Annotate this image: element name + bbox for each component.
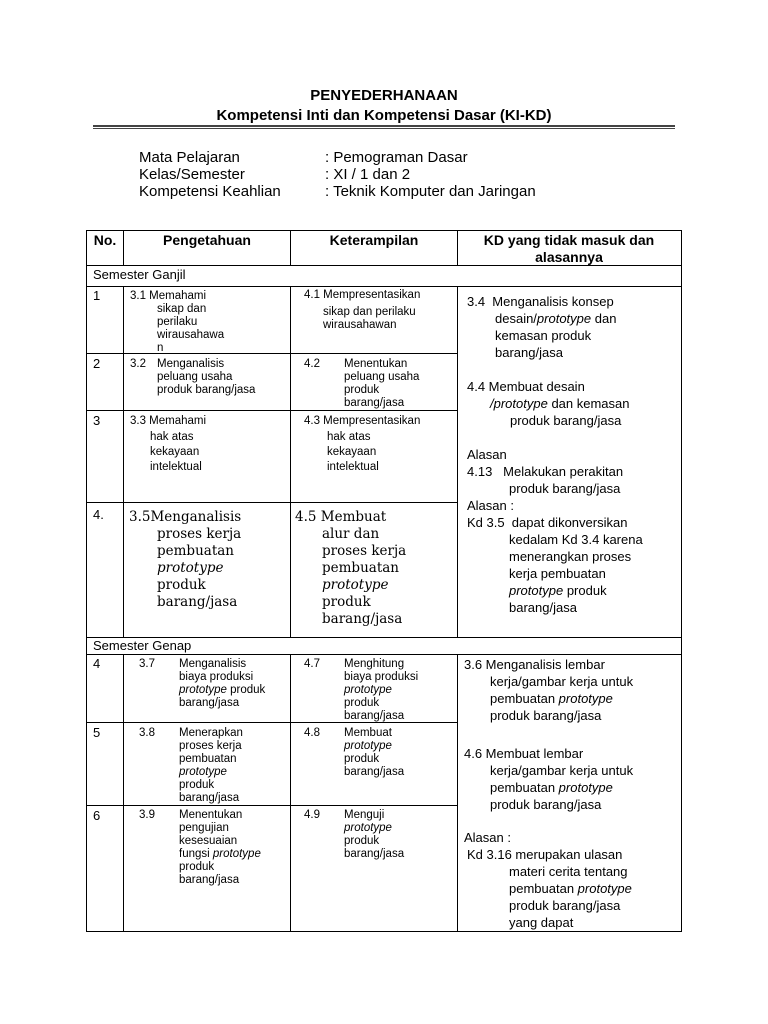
keahlian-label: Kompetensi Keahlian [139, 183, 281, 200]
ganjil-kd1-text: desain/prototype dan kemasan produk barang/jasa [495, 311, 617, 360]
row2-keterampilan-text: Menentukan peluang usaha produk barang/jasa [344, 358, 420, 409]
semester-ganjil-label: Semester Ganjil [93, 267, 186, 282]
row5-keterampilan-text: Menghitung biaya produksi prototype produk barang/jasa [344, 658, 419, 722]
genap-kd2-text: kerja/gambar kerja untuk pembuatan prototype produk barang/jasa [490, 763, 634, 812]
row-number: 5 [93, 725, 101, 740]
ganjil-alasan2-label: Alasan : [467, 498, 514, 513]
row1-keterampilan-num: 4.1 Mempresentasikan [304, 289, 421, 301]
document-subtitle: Kompetensi Inti dan Kompetensi Dasar (KI-KD) [216, 107, 552, 124]
row-number: 2 [93, 356, 101, 371]
row4-pengetahuan-text: proses kerja pembuatan prototype produk barang/jasa [157, 526, 242, 610]
keahlian-value: : Teknik Komputer dan Jaringan [325, 183, 536, 200]
genap-alasan-text: materi cerita tentang pembuatan prototype produk barang/jasa yang dapat [509, 864, 632, 930]
row2-pengetahuan-num: 3.2 [130, 358, 146, 370]
row3-pengetahuan-text: hak atas kekayaan intelektual [150, 431, 202, 473]
genap-kd2-num: 4.6 Membuat lembar [464, 746, 584, 761]
ganjil-alasan1-text: produk barang/jasa [509, 481, 621, 496]
ganjil-kd2-num: 4.4 Membuat desain [467, 379, 585, 394]
ganjil-alasan1-num: 4.13 Melakukan perakitan [467, 464, 624, 479]
header-kd: KD yang tidak masuk dan alasannya [483, 232, 655, 265]
document-title: PENYEDERHANAAN [310, 87, 458, 104]
row-number: 3 [93, 413, 101, 428]
row7-keterampilan-num: 4.9 [304, 809, 320, 821]
row7-pengetahuan-text: Menentukan pengujian kesesuaian fungsi prototype produk barang/jasa [179, 809, 261, 886]
genap-kd1-num: 3.6 Menganalisis lembar [464, 657, 605, 672]
row-number: 4 [93, 656, 101, 671]
header-no: No. [93, 232, 117, 248]
row3-keterampilan-num: 4.3 Mempresentasikan [304, 415, 421, 427]
row1-pengetahuan-num: 3.1 Memahami [130, 290, 207, 302]
row6-keterampilan-num: 4.8 [304, 727, 320, 739]
row6-pengetahuan-num: 3.8 [139, 727, 155, 739]
row-number: 1 [93, 288, 101, 303]
genap-alasan-label: Alasan : [464, 830, 511, 845]
row5-pengetahuan-text: Menganalisis biaya produksi prototype produk barang/jasa [179, 658, 266, 709]
ganjil-kd2-text: /prototype dan kemasan produk barang/jasa [490, 396, 630, 428]
row4-keterampilan-num: 4.5 Membuat [295, 509, 387, 525]
genap-alasan-num: Kd 3.16 merupakan ulasan [467, 847, 623, 862]
mapel-label: Mata Pelajaran [139, 149, 240, 166]
row1-pengetahuan-text: sikap dan perilaku wirausahawa n [157, 303, 225, 354]
ganjil-alasan2-text: kedalam Kd 3.4 karena menerangkan proses kerja pembuatan prototype produk barang/jasa [509, 532, 643, 615]
row2-keterampilan-num: 4.2 [304, 358, 320, 370]
kelas-value: : XI / 1 dan 2 [325, 166, 411, 183]
row1-keterampilan-text: sikap dan perilaku wirausahawan [323, 306, 416, 331]
ganjil-alasan1-label: Alasan [467, 447, 507, 462]
row6-pengetahuan-text: Menerapkan proses kerja pembuatan prototype produk barang/jasa [179, 727, 243, 804]
row7-pengetahuan-num: 3.9 [139, 809, 155, 821]
row5-pengetahuan-num: 3.7 [139, 658, 155, 670]
row-number: 6 [93, 808, 101, 823]
semester-genap-label: Semester Genap [93, 638, 192, 653]
genap-kd1-text: kerja/gambar kerja untuk pembuatan prototype produk barang/jasa [490, 674, 634, 723]
ganjil-kd1-num: 3.4 Menganalisis konsep [467, 294, 614, 309]
ganjil-alasan2-num: Kd 3.5 dapat dikonversikan [467, 515, 628, 530]
row2-pengetahuan-text: Menganalisis peluang usaha produk barang/jasa [157, 358, 256, 396]
row3-keterampilan-text: hak atas kekayaan intelektual [327, 431, 379, 473]
row4-pengetahuan-num: 3.5Menganalisis [129, 509, 242, 525]
row6-keterampilan-text: Membuat prototype produk barang/jasa [344, 727, 405, 778]
title-rule-thin [93, 128, 675, 129]
row7-keterampilan-text: Menguji prototype produk barang/jasa [344, 809, 405, 860]
title-rule [93, 125, 675, 127]
header-keterampilan: Keterampilan [329, 232, 419, 248]
kelas-label: Kelas/Semester [139, 166, 245, 183]
row-number: 4. [93, 507, 104, 522]
row4-keterampilan-text: alur dan proses kerja pembuatan prototype produk barang/jasa [322, 526, 407, 627]
row3-pengetahuan-num: 3.3 Memahami [130, 415, 207, 427]
mapel-value: : Pemograman Dasar [325, 149, 468, 166]
row5-keterampilan-num: 4.7 [304, 658, 320, 670]
header-pengetahuan: Pengetahuan [163, 232, 251, 248]
